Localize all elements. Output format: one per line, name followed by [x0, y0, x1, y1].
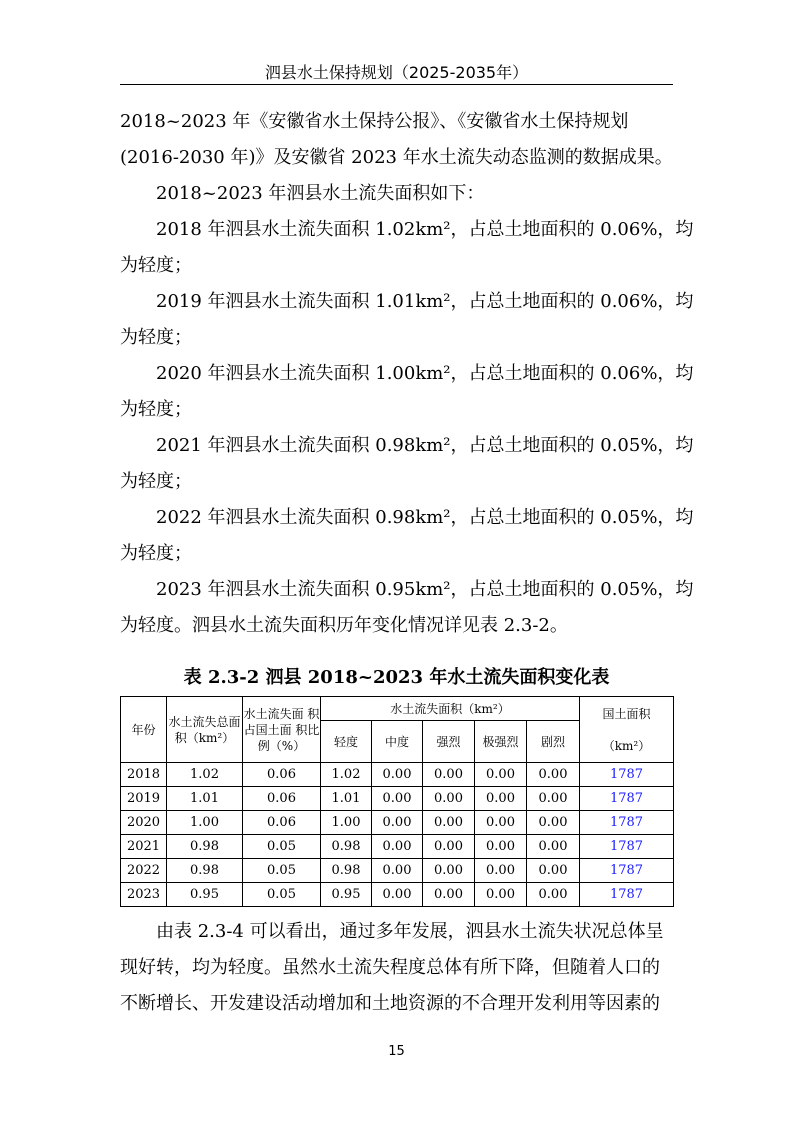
- text-line: 2018~2023 年泗县水土流失面积如下：: [156, 183, 485, 204]
- cell-year: 2022: [121, 859, 167, 883]
- table-row: [121, 763, 674, 787]
- cell-land-area: 1787: [580, 811, 674, 835]
- table-title: 表 2.3-2 泗县 2018~2023 年水土流失面积变化表: [183, 667, 610, 688]
- cell-severe: 0.00: [527, 811, 580, 835]
- text-line: 2018~2023 年《安徽省水土保持公报》、《安徽省水土保持规划: [120, 111, 629, 132]
- page-number: 15: [388, 1044, 405, 1059]
- table-row: [121, 859, 674, 883]
- cell-ratio: 0.05: [243, 859, 321, 883]
- cell-light: 1.01: [321, 787, 372, 811]
- cell-ratio: 0.06: [243, 763, 321, 787]
- paragraph-2019: [120, 284, 694, 356]
- text-line: 2022 年泗县水土流失面积 0.98km²，占总土地面积的 0.05%，均: [156, 507, 694, 528]
- cell-severe: 0.00: [527, 883, 580, 907]
- cell-extreme: 0.00: [475, 859, 527, 883]
- header-rule: [120, 84, 673, 85]
- cell-extreme: 0.00: [475, 811, 527, 835]
- cell-extreme: 0.00: [475, 787, 527, 811]
- cell-moderate: 0.00: [372, 859, 423, 883]
- cell-land-area: 1787: [580, 859, 674, 883]
- paragraph-sources: [120, 104, 673, 176]
- text-line: 由表 2.3-4 可以看出，通过多年发展，泗县水土流失状况总体呈: [156, 921, 664, 942]
- cell-moderate: 0.00: [372, 763, 423, 787]
- text-line: 为轻度；: [120, 255, 192, 276]
- header-land-area-label: 国土面积: [602, 706, 651, 721]
- cell-land-area: 1787: [580, 787, 674, 811]
- cell-total: 0.95: [167, 883, 243, 907]
- cell-light: 1.00: [321, 811, 372, 835]
- cell-intense: 0.00: [423, 787, 475, 811]
- text-line: 2020 年泗县水土流失面积 1.00km²，占总土地面积的 0.06%，均: [156, 363, 694, 384]
- table-row: [121, 811, 674, 835]
- paragraph-2020: [120, 356, 694, 428]
- text-line: 为轻度；: [120, 543, 192, 564]
- header-severe: 剧烈: [527, 721, 580, 763]
- cell-severe: 0.00: [527, 763, 580, 787]
- cell-moderate: 0.00: [372, 811, 423, 835]
- header-moderate: 中度: [372, 721, 423, 763]
- cell-moderate: 0.00: [372, 883, 423, 907]
- cell-ratio: 0.05: [243, 835, 321, 859]
- cell-land-area: 1787: [580, 835, 674, 859]
- cell-land-area: 1787: [580, 883, 674, 907]
- paragraph-intro: [120, 176, 709, 212]
- cell-intense: 0.00: [423, 763, 475, 787]
- header-land-area-unit: （km²）: [602, 738, 651, 753]
- text-line: 为轻度；: [120, 399, 192, 420]
- cell-light: 0.95: [321, 883, 372, 907]
- cell-total: 1.01: [167, 787, 243, 811]
- cell-extreme: 0.00: [475, 883, 527, 907]
- cell-year: 2023: [121, 883, 167, 907]
- cell-intense: 0.00: [423, 835, 475, 859]
- text-line: 为轻度；: [120, 471, 192, 492]
- header-total-area: 水土流失总面积（km²）: [167, 697, 243, 763]
- header-area-group: 水土流失面积（km²）: [321, 697, 580, 721]
- cell-intense: 0.00: [423, 883, 475, 907]
- cell-light: 0.98: [321, 859, 372, 883]
- header-extreme: 极强烈: [475, 721, 527, 763]
- paragraph-2018: [120, 212, 694, 284]
- cell-land-area: 1787: [580, 763, 674, 787]
- cell-intense: 0.00: [423, 811, 475, 835]
- header-land-area: [580, 697, 674, 763]
- paragraph-2021: [120, 428, 694, 500]
- text-line: 现好转，均为轻度。虽然水土流失程度总体有所下降，但随着人口的: [120, 957, 660, 978]
- cell-severe: 0.00: [527, 859, 580, 883]
- cell-total: 0.98: [167, 835, 243, 859]
- cell-light: 0.98: [321, 835, 372, 859]
- cell-ratio: 0.06: [243, 787, 321, 811]
- text-line: 2018 年泗县水土流失面积 1.02km²，占总土地面积的 0.06%，均: [156, 219, 694, 240]
- header-intense: 强烈: [423, 721, 475, 763]
- text-line: 为轻度。泗县水土流失面积历年变化情况详见表 2.3-2。: [120, 615, 568, 636]
- cell-severe: 0.00: [527, 835, 580, 859]
- table-row: [121, 883, 674, 907]
- cell-intense: 0.00: [423, 859, 475, 883]
- cell-moderate: 0.00: [372, 787, 423, 811]
- text-line: 2023 年泗县水土流失面积 0.95km²，占总土地面积的 0.05%，均: [156, 579, 694, 600]
- header-light: 轻度: [321, 721, 372, 763]
- text-line: 不断增长、开发建设活动增加和土地资源的不合理开发利用等因素的: [120, 993, 660, 1014]
- paragraph-analysis: [120, 914, 673, 1022]
- cell-year: 2018: [121, 763, 167, 787]
- table-row: [121, 787, 674, 811]
- page-header-title: 泗县水土保持规划（2025-2035年）: [264, 63, 529, 82]
- cell-moderate: 0.00: [372, 835, 423, 859]
- cell-year: 2019: [121, 787, 167, 811]
- cell-ratio: 0.05: [243, 883, 321, 907]
- paragraph-2022: [120, 500, 694, 572]
- cell-light: 1.02: [321, 763, 372, 787]
- text-line: 2021 年泗县水土流失面积 0.98km²，占总土地面积的 0.05%，均: [156, 435, 694, 456]
- text-line: (2016-2030 年)》及安徽省 2023 年水土流失动态监测的数据成果。: [120, 147, 673, 168]
- text-line: 为轻度；: [120, 327, 192, 348]
- paragraph-2023: [120, 572, 694, 644]
- cell-year: 2020: [121, 811, 167, 835]
- cell-total: 1.00: [167, 811, 243, 835]
- cell-ratio: 0.06: [243, 811, 321, 835]
- cell-severe: 0.00: [527, 787, 580, 811]
- text-line: 2019 年泗县水土流失面积 1.01km²，占总土地面积的 0.06%，均: [156, 291, 694, 312]
- cell-extreme: 0.00: [475, 835, 527, 859]
- erosion-area-table: [120, 696, 674, 907]
- header-area-ratio: 水土流失面 积占国土面 积比例（%）: [243, 697, 321, 763]
- table-row: [121, 835, 674, 859]
- cell-total: 1.02: [167, 763, 243, 787]
- header-year: 年份: [121, 697, 167, 763]
- cell-extreme: 0.00: [475, 763, 527, 787]
- cell-year: 2021: [121, 835, 167, 859]
- cell-total: 0.98: [167, 859, 243, 883]
